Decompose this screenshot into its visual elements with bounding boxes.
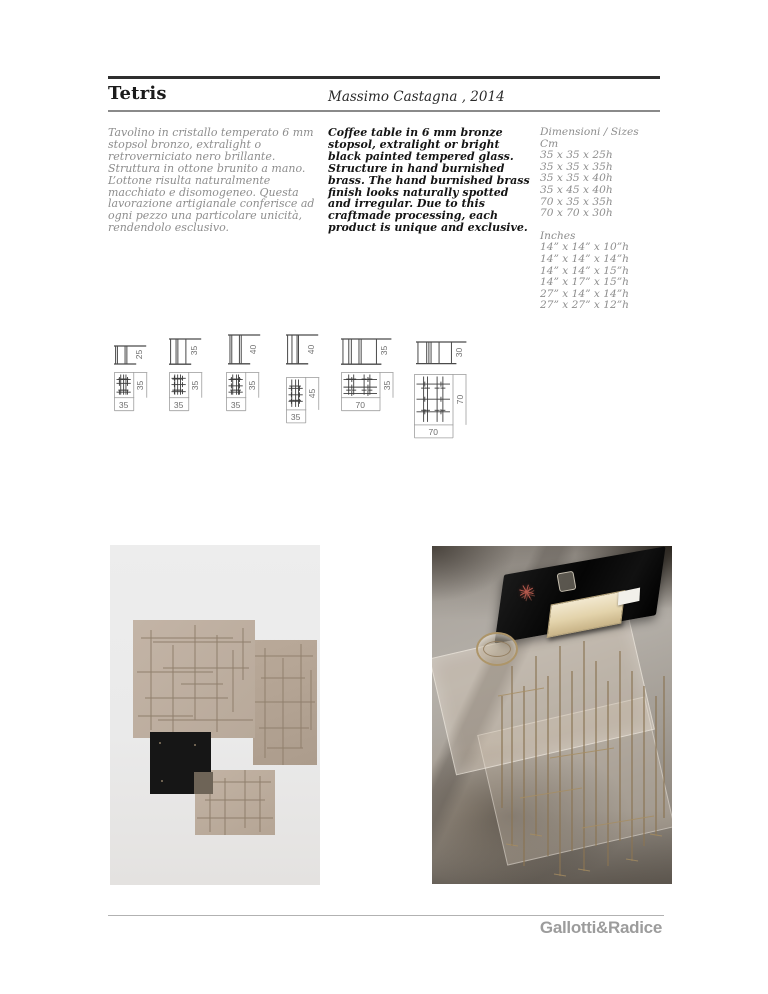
size-inch-2: 14” x 14” x 15”h [540,264,629,277]
size-inch-1: 14” x 14” x 14”h [540,252,629,265]
brass-dot [194,744,196,746]
size-cm-5: 70 x 70 x 30h [540,207,613,220]
bronze-glass-panel-large [133,620,255,738]
small-glass-panel [194,772,213,794]
top-view-width-label: 35 [290,412,301,423]
description-italian: Tavolino in cristallo temperato 6 mm stopsol bronzo, extralight o retroverniciato nero brillante. Struttura in ottone brunito a mano. L’ottone risulta naturalmente macchiato e disomogeneo. Questa lavorazione artigianale conferisce ad ogni pezzo una particolare unicità, rendendolo esclusivo. [108,126,315,235]
header-rule-top [108,76,660,79]
top-view-depth-label: 35 [381,380,392,390]
brand-logo: Gallotti&Radice [539,918,662,937]
top-view-depth-label: 45 [307,388,318,399]
brass-dot [161,780,163,782]
top-view-drawing-3 [286,377,322,430]
sizes-column [540,127,665,312]
glass-jar [556,571,576,593]
front-view-height-label: 40 [306,344,317,354]
front-view-drawing-3 [286,334,322,369]
front-view-height-label: 25 [134,349,145,360]
size-inch-0: 14” x 14” x 10”h [540,241,629,254]
designer-year: Massimo Castagna , 2014 [328,89,505,105]
brass-dot [159,742,161,744]
top-view-width-label: 70 [428,427,438,438]
photo-studio-top-view [110,545,320,885]
front-view-drawing-2 [228,334,264,369]
brass-rods-graphic [253,640,317,765]
top-view-width-label: 35 [173,400,184,411]
top-view-drawing-2 [226,372,262,418]
front-view-drawing-1 [169,338,205,369]
brass-vessel [476,632,518,666]
technical-drawings [108,325,660,450]
top-view-drawing-0 [114,372,150,418]
size-inch-5: 27” x 27” x 12”h [540,299,629,312]
sizes-inches-label: Inches [540,229,576,242]
size-inch-3: 14” x 17” x 15”h [540,276,629,289]
sizes-cm-label: Cm [540,137,559,150]
size-cm-4: 70 x 35 x 35h [540,195,613,208]
description-english: Coffee table in 6 mm bronze stopsol, extralight or bright black painted tempered glass. Structure in hand burnished brass. The hand burnished brass finish looks naturally spotted and irregular. Due to this craftmade processing, each product is unique and exclusive. [328,126,530,235]
front-view-height-label: 35 [189,346,200,356]
photo-ambient [432,546,672,884]
front-view-height-label: 40 [248,344,259,354]
bronze-glass-panel-right [253,640,317,765]
top-view-depth-label: 70 [454,394,465,405]
top-view-depth-label: 35 [247,380,258,390]
size-cm-0: 35 x 35 x 25h [540,149,613,162]
front-view-drawing-0 [114,345,150,369]
top-view-width-label: 35 [230,400,241,411]
top-view-depth-label: 35 [135,380,146,390]
front-view-drawing-4 [341,338,395,369]
top-view-drawing-4 [341,372,397,418]
top-view-drawing-1 [169,372,205,418]
sizes-inches-list [540,242,665,312]
flower-decoration: ✳ [515,578,538,606]
top-view-drawing-5 [414,374,470,445]
top-view-depth-label: 35 [190,380,201,390]
size-cm-3: 35 x 45 x 40h [540,183,613,196]
size-inch-4: 27” x 14” x 14”h [540,287,629,300]
front-view-drawing-5 [416,341,470,369]
page-title: Tetris [108,83,167,104]
brass-rods-graphic [133,620,255,738]
footer-rule [108,915,664,916]
sizes-heading: Dimensioni / Sizes [540,126,639,138]
front-view-height-label: 35 [379,346,390,356]
header-rule-bottom [108,110,660,112]
top-view-width-label: 35 [118,400,129,411]
size-cm-1: 35 x 35 x 35h [540,160,613,173]
top-view-width-label: 70 [355,400,365,411]
size-cm-2: 35 x 35 x 40h [540,172,613,185]
front-view-height-label: 30 [454,347,465,358]
sizes-cm-list [540,150,665,220]
